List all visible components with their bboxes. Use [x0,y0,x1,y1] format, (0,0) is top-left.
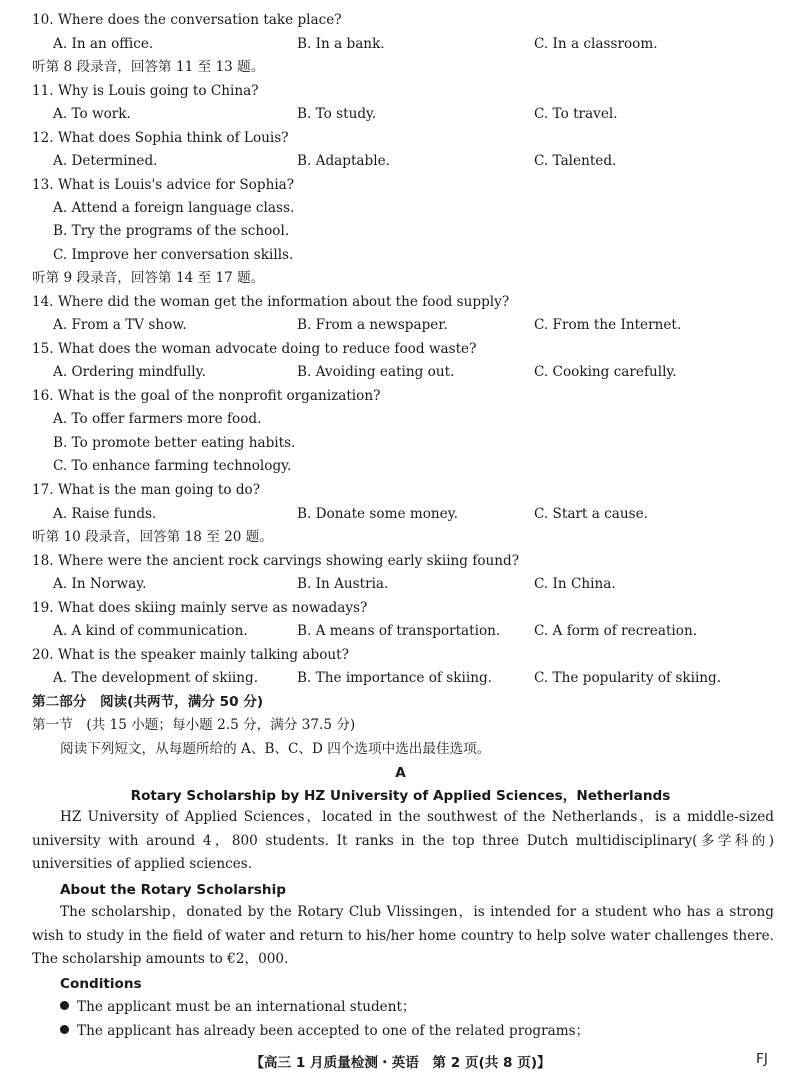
question-15-option-a: A. Ordering mindfully. [53,364,206,380]
about-heading: About the Rotary Scholarship [60,882,286,898]
question-11-option-a: A. To work. [53,106,131,122]
reading-instruction: 阅读下列短文，从每题所给的 A、B、C、D 四个选项中选出最佳选项。 [60,741,491,757]
question-14-option-c: C. From the Internet. [534,317,682,333]
question-12-option-c: C. Talented. [534,153,617,169]
question-14-stem: 14. Where did the woman get the information about the food supply? [32,294,510,310]
question-20-option-b: B. The importance of skiing. [297,670,492,686]
question-20-stem: 20. What is the speaker mainly talking about? [32,647,349,663]
page-footer: 【高三 1 月质量检测・英语 第 2 页(共 8 页)】 [250,1055,551,1071]
footer-code: FJ [756,1051,768,1067]
question-14-option-b: B. From a newspaper. [297,317,448,333]
passage-paragraph-2: The scholarship，donated by the Rotary Club Vlissingen，is intended for a student who has a strong wish to study in the field of water and return to his/her home country to help solve water challenges there. The scholarship amounts to €2，000. [32,904,774,967]
bullet-dot-icon [60,1001,69,1010]
question-18-option-a: A. In Norway. [53,576,147,592]
question-13-option-b: B. Try the programs of the school. [53,223,290,239]
part-two-heading: 第二部分 阅读(共两节，满分 50 分) [32,694,264,710]
question-16-option-a: A. To offer farmers more food. [53,411,262,427]
question-19-stem: 19. What does skiing mainly serve as nowadays? [32,600,368,616]
question-15-option-c: C. Cooking carefully. [534,364,677,380]
question-17-option-c: C. Start a cause. [534,506,648,522]
question-15-option-b: B. Avoiding eating out. [297,364,455,380]
question-13-option-a: A. Attend a foreign language class. [53,200,295,216]
question-10-option-b: B. In a bank. [297,36,385,52]
section-instruction-9: 听第 9 段录音，回答第 14 至 17 题。 [32,270,265,286]
section-instruction-10: 听第 10 段录音，回答第 18 至 20 题。 [32,529,273,545]
question-13-option-c: C. Improve her conversation skills. [53,247,294,263]
question-19-option-b: B. A means of transportation. [297,623,501,639]
question-18-option-c: C. In China. [534,576,616,592]
question-11-stem: 11. Why is Louis going to China? [32,83,259,99]
question-10-option-a: A. In an office. [53,36,154,52]
passage-title: Rotary Scholarship by HZ University of Applied Sciences，Netherlands [130,788,671,804]
question-10-option-c: C. In a classroom. [534,36,658,52]
question-18-stem: 18. Where were the ancient rock carvings showing early skiing found? [32,553,520,569]
question-16-option-b: B. To promote better eating habits. [53,435,296,451]
question-14-option-a: A. From a TV show. [53,317,187,333]
question-11-option-c: C. To travel. [534,106,618,122]
question-10-stem: 10. Where does the conversation take place? [32,12,342,28]
condition-bullet-2 [60,1022,589,1040]
condition-bullet-1 [60,998,416,1016]
bullet-dot-icon [60,1025,69,1034]
question-15-stem: 15. What does the woman advocate doing to reduce food waste? [32,341,477,357]
condition-text-1: The applicant must be an international student； [77,999,416,1015]
section-one-heading: 第一节 (共 15 小题；每小题 2.5 分，满分 37.5 分) [32,717,356,733]
question-13-stem: 13. What is Louis's advice for Sophia? [32,177,295,193]
question-17-stem: 17. What is the man going to do? [32,482,261,498]
question-16-stem: 16. What is the goal of the nonprofit organization? [32,388,381,404]
question-19-option-a: A. A kind of communication. [53,623,248,639]
section-instruction-8: 听第 8 段录音，回答第 11 至 13 题。 [32,59,265,75]
question-12-stem: 12. What does Sophia think of Louis? [32,130,289,146]
conditions-heading: Conditions [60,976,142,992]
question-16-option-c: C. To enhance farming technology. [53,458,292,474]
question-12-option-a: A. Determined. [53,153,158,169]
question-20-option-c: C. The popularity of skiing. [534,670,722,686]
question-12-option-b: B. Adaptable. [297,153,390,169]
question-20-option-a: A. The development of skiing. [53,670,259,686]
question-17-option-a: A. Raise funds. [53,506,157,522]
question-11-option-b: B. To study. [297,106,377,122]
passage-paragraph-1: HZ University of Applied Sciences，located in the southwest of the Netherlands，is a middle-sized university with around 4，800 students. It ranks in the top three Dutch multidisciplinary(多学科的) universities of applied sciences. [32,809,774,872]
passage-label: A [395,765,406,781]
question-19-option-c: C. A form of recreation. [534,623,698,639]
condition-text-2: The applicant has already been accepted to one of the related programs； [77,1023,590,1039]
question-17-option-b: B. Donate some money. [297,506,458,522]
question-18-option-b: B. In Austria. [297,576,389,592]
